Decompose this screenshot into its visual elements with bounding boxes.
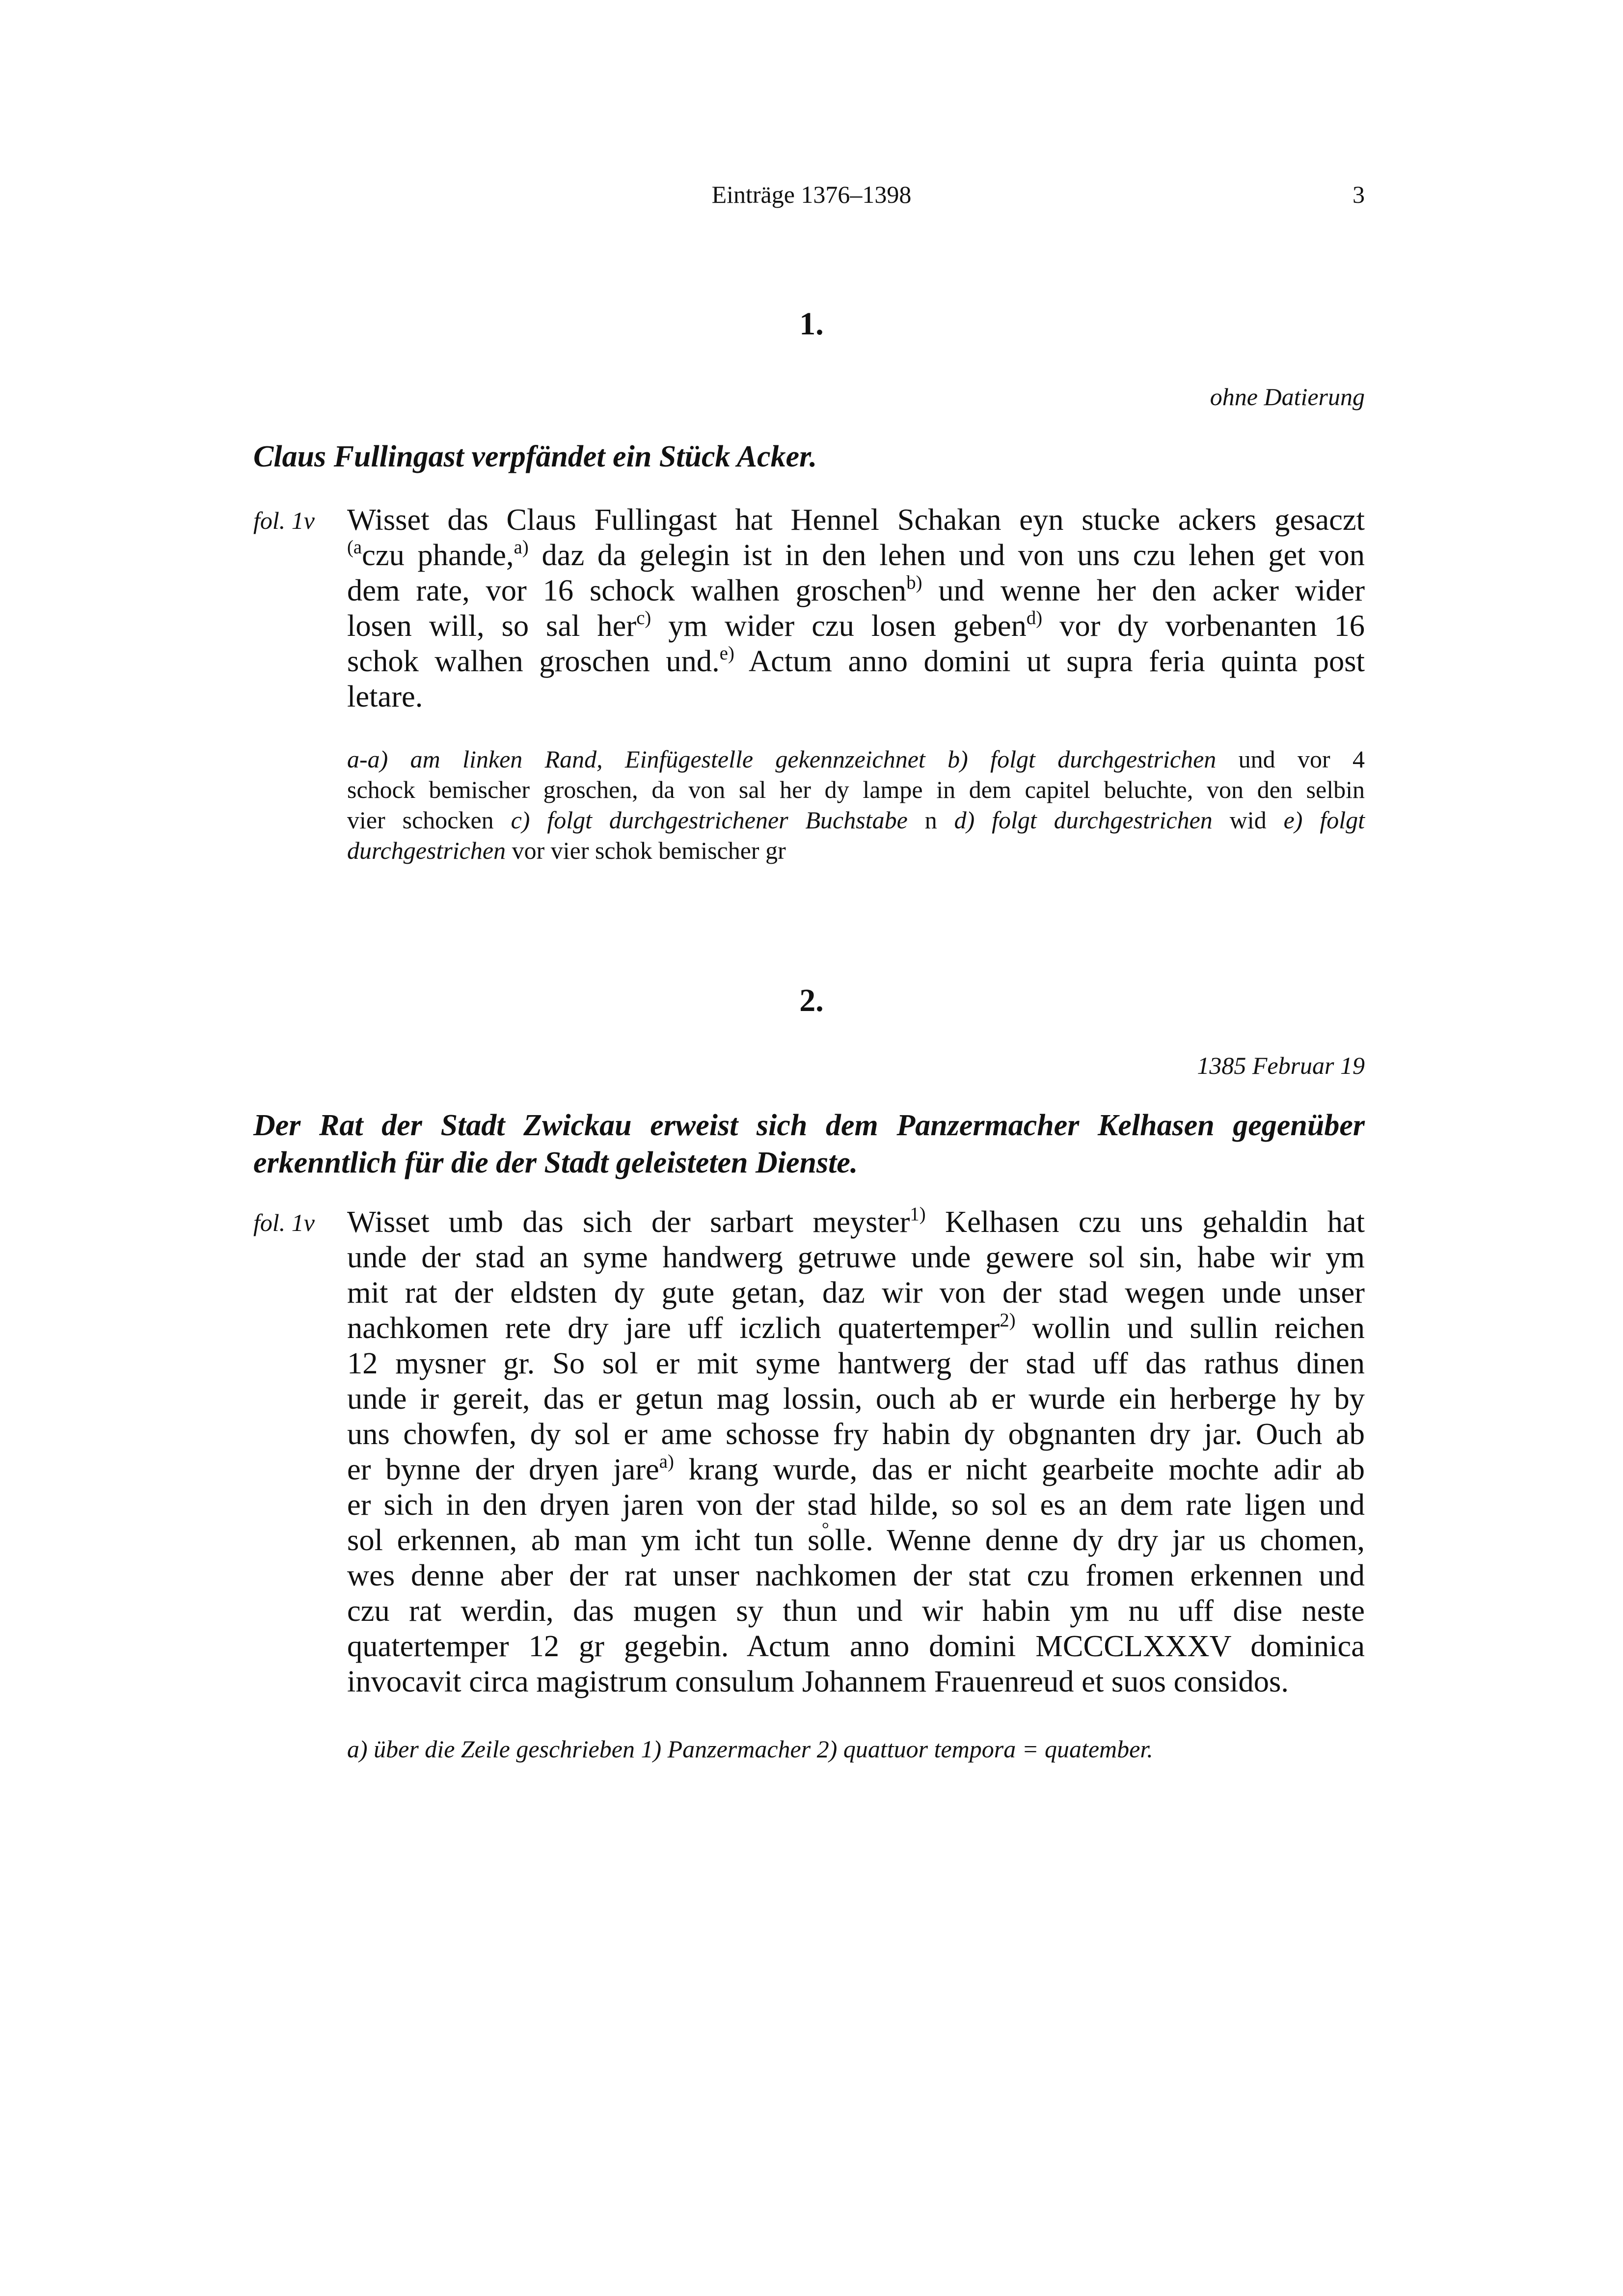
entry-2-title-line-1: Der Rat der Stadt Zwickau erweist sich dem Panzermacher Kelhasen gegenüber <box>253 1109 1365 1142</box>
entry-1-body-line <box>347 537 1365 573</box>
text-span: vor dy vorbenanten 16 <box>1042 608 1365 643</box>
entry-2-body-line <box>347 1204 1365 1239</box>
text-span: nachkomen rete dry jare uff iczlich quatertemper <box>347 1311 1000 1345</box>
text-span: sol erkennen, ab man ym icht tun s <box>347 1523 820 1557</box>
entry-2-body-line: quatertemper 12 gr gegebin. Actum anno domini MCCCLXXXV dominica <box>347 1629 1365 1663</box>
insertion-mark: (a <box>347 536 362 558</box>
note-italic: c) folgt durchgestrichener Buchstabe <box>511 806 908 834</box>
footnote-mark: a) <box>514 536 529 558</box>
entry-2-body-line: uns chowfen, dy sol er ame schosse fry habin dy obgnanten dry jar. Ouch ab <box>347 1417 1365 1451</box>
text-span: ym wider czu losen geben <box>651 608 1027 643</box>
entry-2-body-line: unde der stad an syme handwerg getruwe unde gewere sol sin, habe wir ym <box>347 1240 1365 1274</box>
entry-2-body-line <box>347 1451 1365 1487</box>
text-span: daz da gelegin ist in den lehen und von uns czu lehen get von <box>528 538 1365 572</box>
entry-2-body-line: 12 mysner gr. So sol er mit syme hantwerg der stad uff das rathus dinen <box>347 1346 1365 1380</box>
text-span: schok walhen groschen und. <box>347 644 720 678</box>
entry-1-date: ohne Datierung <box>1210 383 1365 410</box>
text-span: losen will, so sal her <box>347 608 637 643</box>
note-text: vor vier schok bemischer gr <box>506 837 786 864</box>
entry-1-title: Claus Fullingast verpfändet ein Stück Acker. <box>253 440 817 473</box>
entry-2-body-line: wes denne aber der rat unser nachkomen der stat czu fromen erkennen und <box>347 1558 1365 1592</box>
note-text: vier schocken <box>347 806 511 834</box>
entry-2-body-line: unde ir gereit, das er getun mag lossin, ouch ab er wurde ein herberge hy by <box>347 1381 1365 1416</box>
text-span: Wisset umb das sich der sarbart meyster <box>347 1204 910 1239</box>
footnote-mark: 2) <box>1000 1309 1016 1331</box>
entry-1-body-line <box>347 573 1365 608</box>
entry-2-note-line: a) über die Zeile geschrieben 1) Panzermacher 2) quattuor tempora = quatember. <box>347 1735 1153 1763</box>
note-italic: d) folgt durchgestrichen <box>954 806 1213 834</box>
footnote-mark: c) <box>636 607 651 629</box>
entry-1-note-line <box>347 805 1365 835</box>
entry-2-body-line <box>347 1310 1365 1345</box>
text-span: er bynne der dryen jare <box>347 1452 659 1486</box>
note-italic: e) folgt <box>1283 806 1365 834</box>
entry-2-body-line: er sich in den dryen jaren von der stad hilde, so sol es an dem rate ligen und <box>347 1487 1365 1522</box>
entry-1-note-line <box>347 836 1365 865</box>
footnote-mark: b) <box>906 572 922 593</box>
entry-2-folio: fol. 1v <box>253 1209 315 1236</box>
note-text: wid <box>1212 806 1284 834</box>
footnote-mark: a) <box>659 1450 674 1472</box>
entry-2-body-line: mit rat der eldsten dy gute getan, daz wir von der stad wegen unde unser <box>347 1275 1365 1310</box>
page-number: 3 <box>1352 181 1365 208</box>
entry-2-date: 1385 Februar 19 <box>1197 1052 1365 1079</box>
entry-2-title-line-2: erkenntlich für die der Stadt geleisteten Dienste. <box>253 1146 858 1179</box>
entry-1-body-line: Wisset das Claus Fullingast hat Hennel Schakan eyn stucke ackers gesaczt <box>347 502 1365 537</box>
note-text: und vor 4 <box>1216 745 1365 773</box>
text-span: Actum anno domini ut supra feria quinta post <box>734 644 1365 678</box>
footnote-mark: d) <box>1026 607 1043 629</box>
running-title: Einträge 1376–1398 <box>711 181 912 208</box>
entry-1-body-line <box>347 608 1365 643</box>
entry-1-body-line <box>347 643 1365 679</box>
entry-1-number: 1. <box>799 306 824 342</box>
text-span: czu phande, <box>362 538 514 572</box>
note-italic: a-a) am linken Rand, Einfügestelle gekennzeichnet b) folgt durchgestrichen <box>347 745 1217 773</box>
entry-2-body-line: czu rat werdin, das mugen sy thun und wir habin ym nu uff dise neste <box>347 1593 1365 1628</box>
text-span: dem rate, vor 16 schock walhen groschen <box>347 573 907 607</box>
entry-2-body-line: invocavit circa magistrum consulum Johannem Frauenreud et suos considos. <box>347 1664 1289 1698</box>
text-span: lle. Wenne denne dy dry jar us chomen, <box>835 1523 1365 1557</box>
footnote-mark: 1) <box>910 1203 926 1225</box>
note-italic: durchgestrichen <box>347 837 506 864</box>
text-span: und wenne her den acker wider <box>922 573 1365 607</box>
text-span: krang wurde, das er nicht gearbeite mochte adir ab <box>674 1452 1365 1486</box>
superscript-ring-letter: ° o <box>819 1522 835 1558</box>
text-span: Kelhasen czu uns gehaldin hat <box>925 1204 1365 1239</box>
text-span: wollin und sullin reichen <box>1015 1311 1365 1345</box>
entry-1-folio: fol. 1v <box>253 507 315 534</box>
entry-1-note-line: schock bemischer groschen, da von sal her dy lampe in dem capitel beluchte, von den selbin <box>347 776 1365 803</box>
entry-2-number: 2. <box>799 983 824 1018</box>
entry-1-note-line <box>347 744 1365 774</box>
footnote-mark: e) <box>719 642 734 664</box>
entry-1-body-line: letare. <box>347 679 423 713</box>
note-text: n <box>907 806 954 834</box>
entry-2-body-line <box>347 1522 1365 1558</box>
